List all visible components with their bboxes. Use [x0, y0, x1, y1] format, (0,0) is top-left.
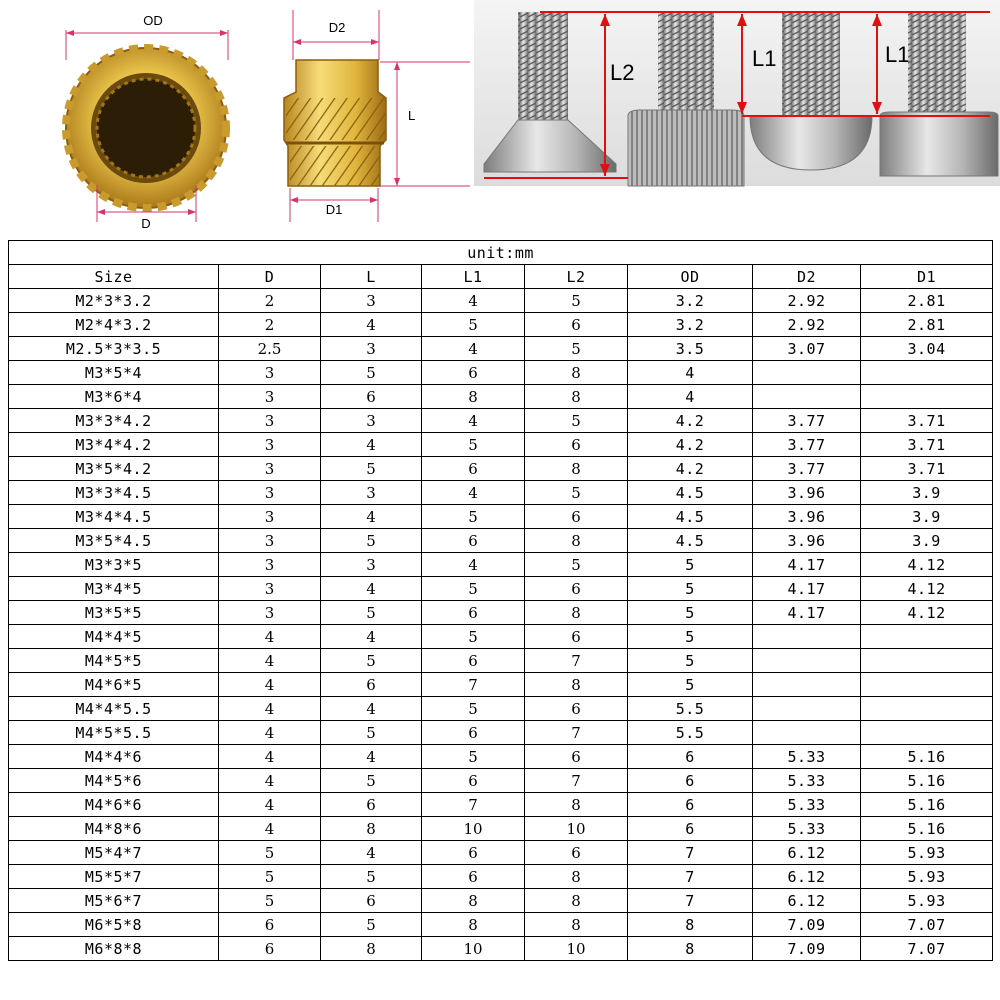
- cell-l1: 4: [422, 337, 525, 361]
- cell-od: 3.2: [628, 289, 753, 313]
- cell-d2: 6.12: [753, 889, 861, 913]
- table-row: [9, 865, 993, 889]
- cell-l2: 8: [525, 793, 628, 817]
- cell-l2: 6: [525, 841, 628, 865]
- cell-d2: 2.92: [753, 313, 861, 337]
- cell-d: 3: [219, 433, 321, 457]
- cell-d2: 3.96: [753, 481, 861, 505]
- l2-label: L2: [610, 60, 635, 85]
- cell-l2: 6: [525, 577, 628, 601]
- cell-d: 4: [219, 793, 321, 817]
- cell-l2: 8: [525, 865, 628, 889]
- header-od: OD: [628, 265, 753, 289]
- cell-od: 5: [628, 673, 753, 697]
- table-row: [9, 913, 993, 937]
- cell-l2: 8: [525, 385, 628, 409]
- table-row: [9, 433, 993, 457]
- cell-d: 4: [219, 649, 321, 673]
- cell-size: M4*4*5: [9, 625, 219, 649]
- cell-od: 5: [628, 601, 753, 625]
- cell-l2: 6: [525, 313, 628, 337]
- cell-l2: 8: [525, 529, 628, 553]
- cell-l: 6: [321, 385, 422, 409]
- cell-d2: [753, 721, 861, 745]
- cell-l: 3: [321, 289, 422, 313]
- cell-d1: 3.71: [861, 409, 993, 433]
- cell-l2: 8: [525, 457, 628, 481]
- cell-od: 6: [628, 793, 753, 817]
- cell-l: 3: [321, 337, 422, 361]
- cell-l: 8: [321, 817, 422, 841]
- cell-od: 6: [628, 817, 753, 841]
- button-screw-shank-2: [908, 12, 966, 116]
- cell-l2: 8: [525, 601, 628, 625]
- cell-d: 4: [219, 769, 321, 793]
- table-row: [9, 577, 993, 601]
- cell-l: 3: [321, 553, 422, 577]
- cell-l2: 7: [525, 721, 628, 745]
- cell-l1: 10: [422, 937, 525, 961]
- table-row: [9, 793, 993, 817]
- table-row: [9, 505, 993, 529]
- cell-l2: 6: [525, 625, 628, 649]
- cell-d1: 4.12: [861, 577, 993, 601]
- cell-d2: 2.92: [753, 289, 861, 313]
- cell-d: 6: [219, 937, 321, 961]
- cell-d1: 5.16: [861, 817, 993, 841]
- cell-d2: 4.17: [753, 577, 861, 601]
- table-row: [9, 649, 993, 673]
- socket-screw-head: [628, 110, 744, 186]
- cell-od: 5.5: [628, 721, 753, 745]
- cell-l: 4: [321, 697, 422, 721]
- cell-l2: 5: [525, 409, 628, 433]
- table-row: [9, 481, 993, 505]
- l-label: L: [408, 108, 416, 123]
- cell-l: 4: [321, 433, 422, 457]
- cell-l1: 4: [422, 481, 525, 505]
- cell-d2: 7.09: [753, 913, 861, 937]
- cell-l2: 8: [525, 361, 628, 385]
- cell-d2: [753, 361, 861, 385]
- cell-d1: 3.71: [861, 457, 993, 481]
- cell-size: M2*3*3.2: [9, 289, 219, 313]
- cell-size: M2*4*3.2: [9, 313, 219, 337]
- cell-d: 3: [219, 505, 321, 529]
- cell-l: 5: [321, 913, 422, 937]
- cell-d: 3: [219, 361, 321, 385]
- header-d: D: [219, 265, 321, 289]
- cell-d1: 5.16: [861, 745, 993, 769]
- cell-size: M3*5*4.2: [9, 457, 219, 481]
- cell-od: 4.2: [628, 457, 753, 481]
- cell-d1: [861, 625, 993, 649]
- cell-size: M4*5*5: [9, 649, 219, 673]
- cell-size: M3*3*4.2: [9, 409, 219, 433]
- cell-d1: 3.9: [861, 481, 993, 505]
- table-row: [9, 721, 993, 745]
- cell-size: M6*8*8: [9, 937, 219, 961]
- header-d2: D2: [753, 265, 861, 289]
- cell-l1: 4: [422, 553, 525, 577]
- table-row: [9, 889, 993, 913]
- cell-od: 5: [628, 553, 753, 577]
- cell-d: 3: [219, 577, 321, 601]
- cell-d: 3: [219, 601, 321, 625]
- table-row: [9, 625, 993, 649]
- cell-l2: 6: [525, 745, 628, 769]
- cell-l: 5: [321, 361, 422, 385]
- cell-d: 3: [219, 409, 321, 433]
- cell-l: 4: [321, 313, 422, 337]
- cell-od: 3.5: [628, 337, 753, 361]
- cell-d1: 4.12: [861, 601, 993, 625]
- cell-d1: 5.93: [861, 841, 993, 865]
- cell-l1: 5: [422, 505, 525, 529]
- cell-l1: 8: [422, 889, 525, 913]
- cell-d2: 4.17: [753, 553, 861, 577]
- cell-d: 4: [219, 625, 321, 649]
- cell-l: 5: [321, 865, 422, 889]
- table-row: [9, 529, 993, 553]
- spec-table: [8, 240, 993, 961]
- cell-size: M3*4*5: [9, 577, 219, 601]
- cell-d1: [861, 385, 993, 409]
- cell-size: M3*5*4: [9, 361, 219, 385]
- cell-size: M3*5*4.5: [9, 529, 219, 553]
- insert-top-view: [66, 13, 228, 231]
- cell-d: 2: [219, 289, 321, 313]
- cell-od: 6: [628, 769, 753, 793]
- screws-photo: [474, 0, 1000, 186]
- cell-l1: 4: [422, 409, 525, 433]
- table-row: [9, 673, 993, 697]
- cell-od: 6: [628, 745, 753, 769]
- table-body: [9, 289, 993, 961]
- cell-od: 3.2: [628, 313, 753, 337]
- cell-d2: 6.12: [753, 865, 861, 889]
- cell-l2: 5: [525, 553, 628, 577]
- countersunk-screw-shank: [518, 12, 568, 120]
- cell-size: M4*5*5.5: [9, 721, 219, 745]
- cell-d1: 4.12: [861, 553, 993, 577]
- button-screw-head-2: [880, 112, 998, 176]
- cell-l1: 6: [422, 721, 525, 745]
- cell-l1: 5: [422, 745, 525, 769]
- cell-size: M4*6*6: [9, 793, 219, 817]
- cell-d: 3: [219, 553, 321, 577]
- cell-od: 7: [628, 889, 753, 913]
- cell-size: M5*5*7: [9, 865, 219, 889]
- cell-l1: 6: [422, 457, 525, 481]
- cell-d: 4: [219, 697, 321, 721]
- cell-d1: 3.9: [861, 529, 993, 553]
- cell-l: 5: [321, 457, 422, 481]
- cell-d2: 3.77: [753, 409, 861, 433]
- header-l2: L2: [525, 265, 628, 289]
- cell-size: M2.5*3*3.5: [9, 337, 219, 361]
- cell-l1: 6: [422, 865, 525, 889]
- cell-l1: 5: [422, 697, 525, 721]
- header-l: L: [321, 265, 422, 289]
- cell-d2: 3.07: [753, 337, 861, 361]
- cell-d2: [753, 697, 861, 721]
- cell-d2: 3.77: [753, 457, 861, 481]
- cell-d1: [861, 697, 993, 721]
- cell-l: 4: [321, 577, 422, 601]
- cell-d1: 7.07: [861, 937, 993, 961]
- table-row: [9, 457, 993, 481]
- cell-d2: 4.17: [753, 601, 861, 625]
- cell-size: M3*4*4.5: [9, 505, 219, 529]
- table-row: [9, 937, 993, 961]
- cell-size: M3*6*4: [9, 385, 219, 409]
- cell-l: 5: [321, 769, 422, 793]
- cell-od: 4: [628, 385, 753, 409]
- cell-d2: [753, 385, 861, 409]
- cell-l2: 5: [525, 289, 628, 313]
- cell-l2: 5: [525, 337, 628, 361]
- cell-d1: 3.71: [861, 433, 993, 457]
- cell-d1: 7.07: [861, 913, 993, 937]
- cell-size: M5*4*7: [9, 841, 219, 865]
- cell-od: 4.5: [628, 529, 753, 553]
- l1-label-1: L1: [752, 46, 777, 71]
- cell-d2: 3.96: [753, 529, 861, 553]
- cell-od: 5: [628, 577, 753, 601]
- cell-d: 4: [219, 673, 321, 697]
- cell-l: 4: [321, 505, 422, 529]
- cell-d1: [861, 721, 993, 745]
- cell-d: 2: [219, 313, 321, 337]
- header-l1: L1: [422, 265, 525, 289]
- cell-od: 4.2: [628, 409, 753, 433]
- unit-caption: unit:mm: [9, 241, 993, 265]
- cell-d1: 5.93: [861, 889, 993, 913]
- cell-size: M6*5*8: [9, 913, 219, 937]
- table-row: [9, 313, 993, 337]
- cell-l: 5: [321, 529, 422, 553]
- figures-svg: [0, 0, 1000, 236]
- cell-d: 4: [219, 721, 321, 745]
- cell-d: 3: [219, 385, 321, 409]
- table-row: [9, 745, 993, 769]
- table-row: [9, 817, 993, 841]
- socket-screw-shank: [658, 12, 714, 116]
- cell-od: 4.2: [628, 433, 753, 457]
- cell-d2: 5.33: [753, 793, 861, 817]
- table-row: [9, 697, 993, 721]
- table-row: [9, 289, 993, 313]
- cell-l: 4: [321, 625, 422, 649]
- table-row: [9, 385, 993, 409]
- cell-d1: 3.9: [861, 505, 993, 529]
- cell-od: 4: [628, 361, 753, 385]
- cell-l2: 6: [525, 505, 628, 529]
- cell-l1: 5: [422, 625, 525, 649]
- cell-d1: 3.04: [861, 337, 993, 361]
- cell-d: 4: [219, 817, 321, 841]
- cell-l: 4: [321, 841, 422, 865]
- cell-d: 3: [219, 457, 321, 481]
- cell-d: 3: [219, 529, 321, 553]
- cell-l: 5: [321, 721, 422, 745]
- cell-l2: 5: [525, 481, 628, 505]
- cell-size: M4*4*6: [9, 745, 219, 769]
- insert-side-view: [284, 10, 470, 222]
- cell-od: 7: [628, 841, 753, 865]
- cell-l1: 6: [422, 769, 525, 793]
- cell-l: 6: [321, 793, 422, 817]
- cell-size: M4*8*6: [9, 817, 219, 841]
- cell-l2: 8: [525, 913, 628, 937]
- cell-l1: 5: [422, 433, 525, 457]
- cell-d2: [753, 625, 861, 649]
- header-d1: D1: [861, 265, 993, 289]
- header-size: Size: [9, 265, 219, 289]
- button-screw-shank-1: [782, 12, 840, 116]
- table-row: [9, 553, 993, 577]
- cell-size: M3*4*4.2: [9, 433, 219, 457]
- table-row: [9, 769, 993, 793]
- cell-d2: 5.33: [753, 769, 861, 793]
- cell-d2: 5.33: [753, 745, 861, 769]
- cell-l: 3: [321, 409, 422, 433]
- cell-l2: 8: [525, 673, 628, 697]
- d1-label: D1: [325, 202, 343, 217]
- cell-d1: 5.16: [861, 769, 993, 793]
- cell-l1: 10: [422, 817, 525, 841]
- cell-l1: 6: [422, 601, 525, 625]
- cell-l: 5: [321, 601, 422, 625]
- cell-l: 6: [321, 889, 422, 913]
- cell-size: M4*5*6: [9, 769, 219, 793]
- cell-d: 5: [219, 865, 321, 889]
- cell-d2: 6.12: [753, 841, 861, 865]
- header-row: [9, 265, 993, 289]
- cell-l1: 5: [422, 313, 525, 337]
- cell-l2: 7: [525, 769, 628, 793]
- cell-d: 3: [219, 481, 321, 505]
- cell-d: 4: [219, 745, 321, 769]
- cell-od: 8: [628, 937, 753, 961]
- d-label: D: [141, 216, 151, 231]
- cell-size: M3*3*4.5: [9, 481, 219, 505]
- d2-label: D2: [328, 20, 346, 35]
- cell-size: M4*4*5.5: [9, 697, 219, 721]
- cell-od: 4.5: [628, 481, 753, 505]
- cell-l2: 6: [525, 433, 628, 457]
- cell-od: 5.5: [628, 697, 753, 721]
- cell-d1: 5.93: [861, 865, 993, 889]
- cell-d: 6: [219, 913, 321, 937]
- cell-od: 7: [628, 865, 753, 889]
- l1-label-2: L1: [885, 42, 910, 67]
- cell-l2: 8: [525, 889, 628, 913]
- cell-l1: 8: [422, 385, 525, 409]
- cell-d1: [861, 649, 993, 673]
- cell-l2: 10: [525, 817, 628, 841]
- cell-d2: 3.77: [753, 433, 861, 457]
- cell-size: M4*6*5: [9, 673, 219, 697]
- table-row: [9, 409, 993, 433]
- cell-d2: 7.09: [753, 937, 861, 961]
- cell-l1: 7: [422, 673, 525, 697]
- cell-l1: 6: [422, 529, 525, 553]
- cell-d: 5: [219, 841, 321, 865]
- cell-l: 6: [321, 673, 422, 697]
- cell-size: M3*5*5: [9, 601, 219, 625]
- cell-l2: 10: [525, 937, 628, 961]
- cell-l: 4: [321, 745, 422, 769]
- cell-d1: [861, 673, 993, 697]
- od-label: OD: [143, 13, 163, 28]
- cell-l1: 6: [422, 841, 525, 865]
- cell-l: 3: [321, 481, 422, 505]
- cell-l1: 8: [422, 913, 525, 937]
- cell-d2: [753, 649, 861, 673]
- cell-d1: 2.81: [861, 289, 993, 313]
- table-row: [9, 361, 993, 385]
- cell-od: 5: [628, 649, 753, 673]
- cell-d2: 3.96: [753, 505, 861, 529]
- cell-d2: 5.33: [753, 817, 861, 841]
- cell-size: M3*3*5: [9, 553, 219, 577]
- product-figures: [0, 0, 1000, 236]
- cell-l1: 7: [422, 793, 525, 817]
- cell-od: 4.5: [628, 505, 753, 529]
- table-row: [9, 841, 993, 865]
- cell-l: 5: [321, 649, 422, 673]
- table-row: [9, 337, 993, 361]
- cell-size: M5*6*7: [9, 889, 219, 913]
- cell-l2: 6: [525, 697, 628, 721]
- cell-d1: 2.81: [861, 313, 993, 337]
- cell-d1: 5.16: [861, 793, 993, 817]
- cell-l1: 6: [422, 361, 525, 385]
- cell-l: 8: [321, 937, 422, 961]
- cell-d1: [861, 361, 993, 385]
- cell-l1: 6: [422, 649, 525, 673]
- cell-l1: 5: [422, 577, 525, 601]
- cell-d: 5: [219, 889, 321, 913]
- cell-l2: 7: [525, 649, 628, 673]
- cell-od: 5: [628, 625, 753, 649]
- cell-d2: [753, 673, 861, 697]
- cell-d: 2.5: [219, 337, 321, 361]
- cell-l1: 4: [422, 289, 525, 313]
- cell-od: 8: [628, 913, 753, 937]
- table-row: [9, 601, 993, 625]
